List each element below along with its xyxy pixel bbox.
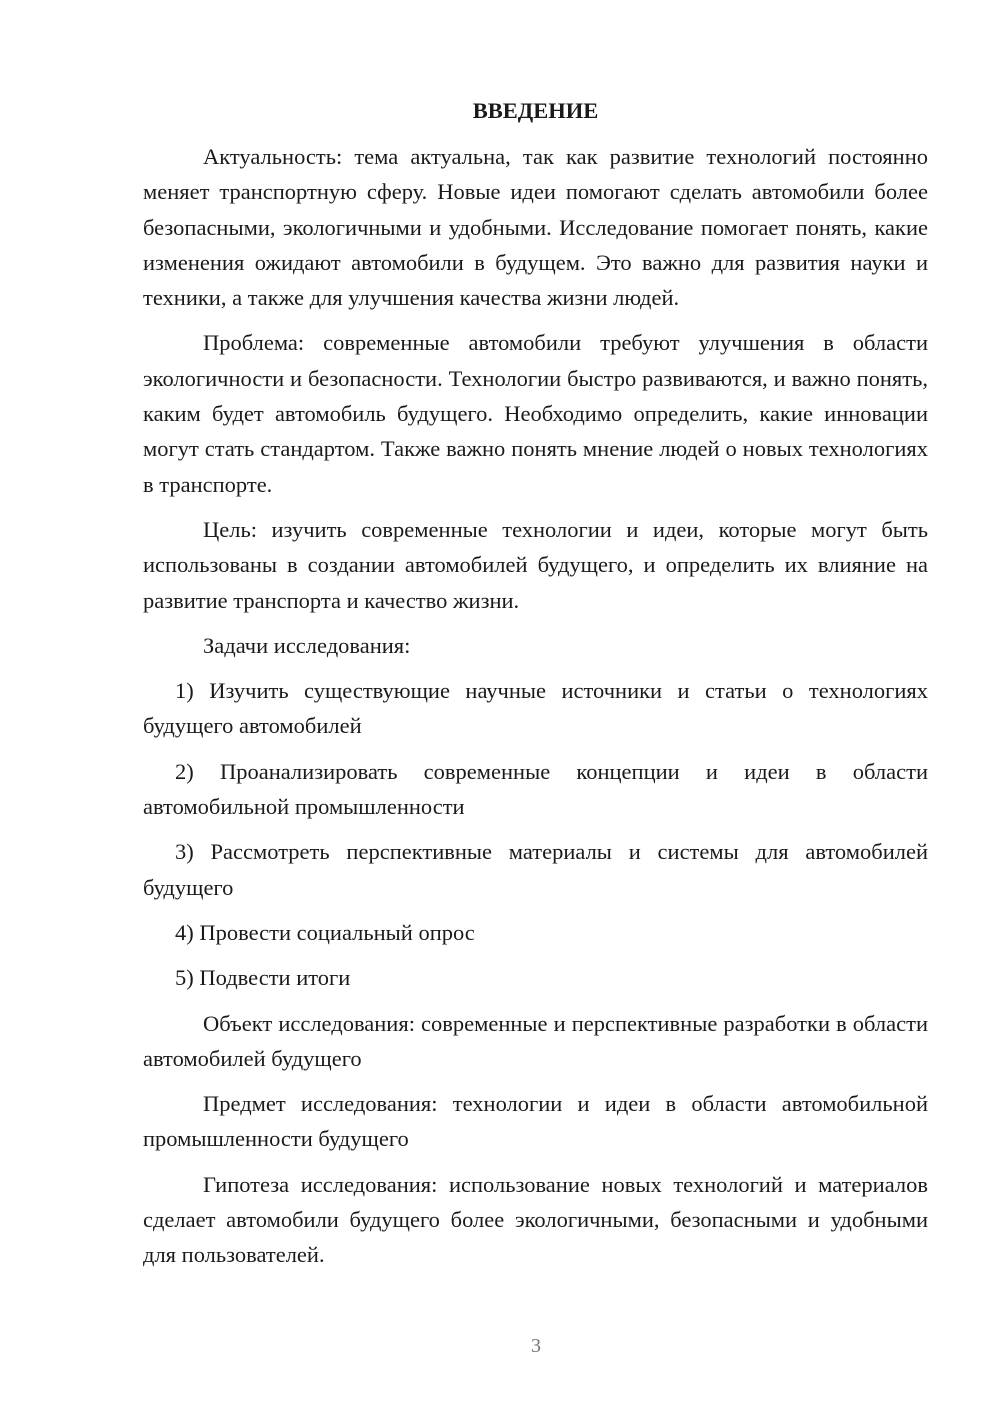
- task-item-5: 5) Подвести итоги: [175, 965, 351, 991]
- task-item-2: 2) Проанализировать современные концепции и идеи в области автомобильной промышленности: [143, 758, 928, 820]
- page-number: 3: [531, 1335, 541, 1357]
- task-item-3: 3) Рассмотреть перспективные материалы и системы для автомобилей будущего: [143, 839, 928, 900]
- tasks-title: Задачи исследования:: [203, 632, 411, 658]
- task-item-4: 4) Провести социальный опрос: [175, 919, 475, 945]
- paragraph-hypothesis: Гипотеза исследования: использование новых технологий и материалов сделает автомобили будущего более экологичными, безопасными и удобными для пользователей.: [143, 1171, 928, 1268]
- paragraph-problem: Проблема: современные автомобили требуют улучшения в области экологичности и безопасности. Технологии быстро развиваются, и важно понять, каким будет автомобиль будущего. Необходимо определить, какие инновации могут стать стандартом. Также важно понять мнение людей о новых технологиях в транспорте.: [143, 330, 928, 497]
- section-heading: ВВЕДЕНИЕ: [472, 98, 599, 123]
- paragraph-goal: Цель: изучить современные технологии и идеи, которые могут быть использованы в создании автомобилей будущего, и определить их влияние на развитие транспорта и качество жизни.: [143, 516, 928, 613]
- task-item-1: 1) Изучить существующие научные источники и статьи о технологиях будущего автомобилей: [143, 678, 928, 739]
- page-body: [143, 97, 928, 1273]
- paragraph-object: Объект исследования: современные и перспективные разработки в области автомобилей будущего: [143, 1010, 928, 1071]
- paragraph-relevance: Актуальность: тема актуальна, так как развитие технологий постоянно меняет транспортную сферу. Новые идеи помогают сделать автомобили более безопасными, экологичными и удобными. Исследование помогает понять, какие изменения ожидают автомобили в будущем. Это важно для развития науки и техники, а также для улучшения качества жизни людей.: [143, 144, 928, 311]
- paragraph-subject: Предмет исследования: технологии и идеи в области автомобильной промышленности будущего: [143, 1091, 928, 1152]
